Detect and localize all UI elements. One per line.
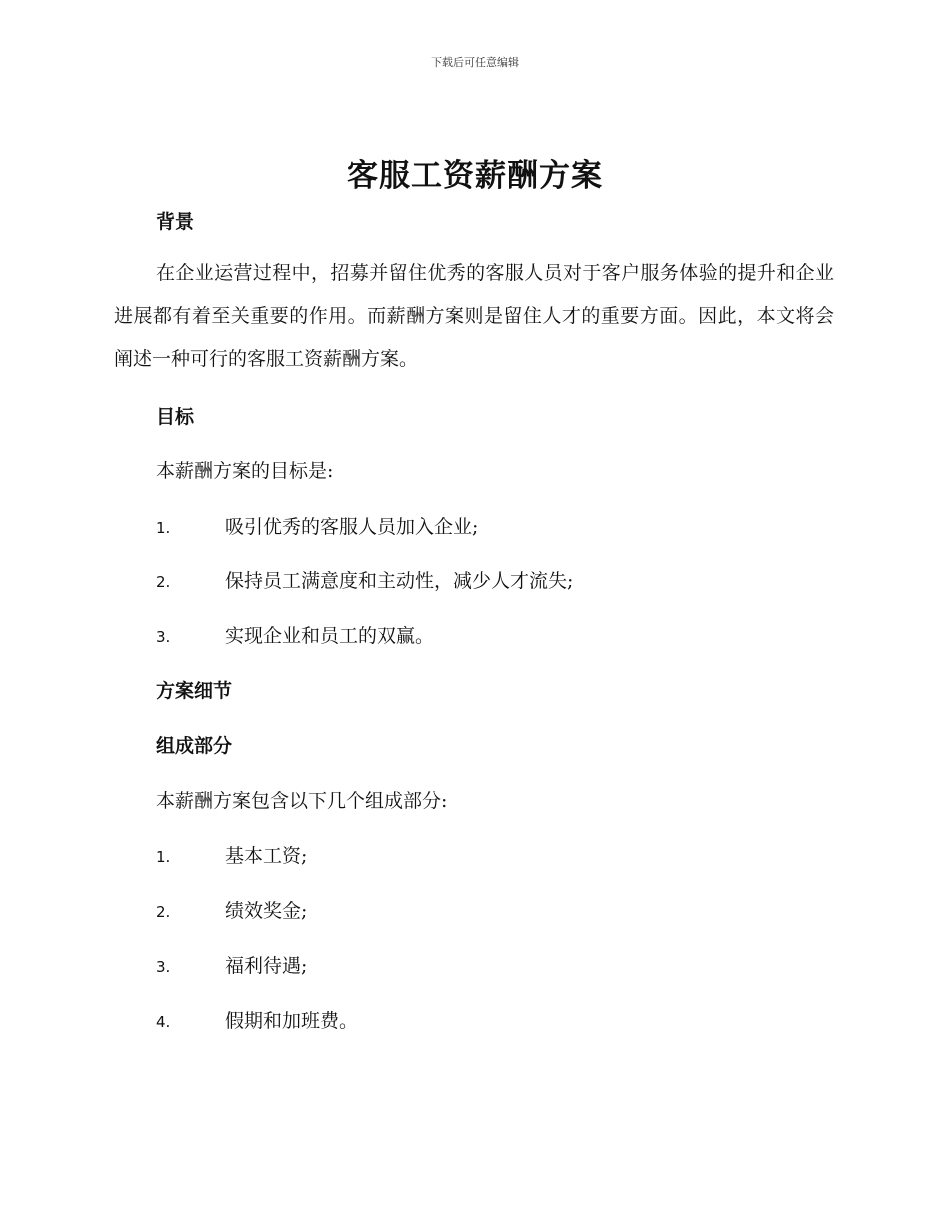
list-text: 福利待遇; — [225, 955, 308, 977]
heading-details: 方案细节 — [156, 680, 233, 702]
page-header-note: 下载后可任意编辑 — [431, 56, 519, 69]
components-list-item — [156, 1006, 358, 1033]
list-number: 4. — [156, 1013, 171, 1031]
heading-background: 背景 — [156, 211, 195, 233]
goals-list-item — [156, 621, 434, 648]
heading-goals: 目标 — [156, 406, 195, 428]
components-intro: 本薪酬方案包含以下几个组成部分: — [156, 790, 448, 812]
list-number: 1. — [156, 519, 171, 537]
paragraph-background: 在企业运营过程中，招募并留住优秀的客服人员对于客户服务体验的提升和企业进展都有着至关重要的作用。而薪酬方案则是留住人才的重要方面。因此，本文将会阐述一种可行的客服工资薪酬方案。 — [114, 262, 834, 370]
components-list-item — [156, 896, 307, 923]
list-number: 2. — [156, 573, 171, 591]
goals-list-item — [156, 512, 478, 539]
components-list-item — [156, 951, 307, 978]
goals-intro: 本薪酬方案的目标是: — [156, 460, 334, 482]
list-text: 吸引优秀的客服人员加入企业; — [225, 516, 479, 538]
list-number: 2. — [156, 903, 171, 921]
list-number: 3. — [156, 958, 171, 976]
document-title: 客服工资薪酬方案 — [347, 158, 603, 194]
list-text: 绩效奖金; — [225, 900, 308, 922]
list-text: 实现企业和员工的双赢。 — [225, 625, 435, 647]
components-list-item — [156, 841, 307, 868]
list-text: 保持员工满意度和主动性，减少人才流失; — [225, 570, 574, 592]
heading-components: 组成部分 — [156, 735, 233, 757]
goals-list-item — [156, 566, 573, 593]
list-number: 3. — [156, 628, 171, 646]
list-number: 1. — [156, 848, 171, 866]
list-text: 假期和加班费。 — [225, 1010, 359, 1032]
list-text: 基本工资; — [225, 845, 308, 867]
